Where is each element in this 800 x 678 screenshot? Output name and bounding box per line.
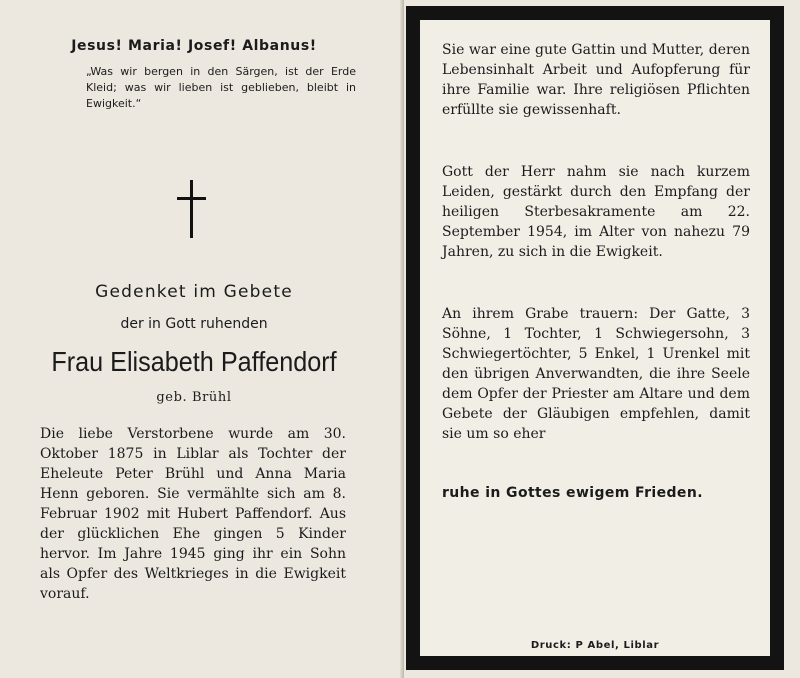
death-paragraph: Gott der Herr nahm sie nach kurzem Leiden, gestärkt durch den Empfang der heiligen Sterbesakramente am 22. September 1954, im Alter von nahezu 79 Jahren, zu sich in die Ewigkeit. bbox=[442, 164, 750, 260]
remembrance-subheading: der in Gott ruhenden bbox=[120, 316, 268, 332]
cross-icon-bar bbox=[177, 197, 206, 200]
motto-heading: Jesus! Maria! Josef! Albanus! bbox=[71, 38, 317, 54]
cross-icon bbox=[190, 180, 193, 238]
biography-paragraph: Die liebe Verstorbene wurde am 30. Oktober 1875 in Liblar als Tochter der Eheleute Peter Brühl und Anna Maria Henn geboren. Sie vermählte sich am 8. Februar 1902 mit Hubert Paffendorf. Aus der glücklichen Ehe gingen 5 Kinder hervor. Im Jahre 1945 ging ihr ein Sohn als Opfer des Weltkrieges in die Ewigkeit vorauf. bbox=[40, 426, 346, 602]
printer-credit: Druck: P Abel, Liblar bbox=[530, 640, 660, 651]
closing-line: ruhe in Gottes ewigem Frieden. bbox=[442, 485, 703, 501]
remembrance-heading: Gedenket im Gebete bbox=[95, 282, 293, 302]
deceased-name: Frau Elisabeth Paffendorf bbox=[51, 346, 337, 377]
character-paragraph: Sie war eine gute Gattin und Mutter, deren Lebensinhalt Arbeit und Aufopferung für ihre Familie war. Ihre religiösen Pflichten erfüllte sie gewissenhaft. bbox=[442, 42, 750, 118]
maiden-name: geb. Brühl bbox=[156, 390, 232, 405]
mourners-paragraph: An ihrem Grabe trauern: Der Gatte, 3 Söhne, 1 Tochter, 1 Schwiegersohn, 3 Schwiegertöchter, 5 Enkel, 1 Urenkel mit den übrigen Anverwandten, die ihre Seele dem Opfer der Priester am Altare und dem Gebete der Gläubigen empfehlen, damit sie um so eher bbox=[442, 306, 750, 442]
memorial-quote: „Was wir bergen in den Särgen, ist der Erde Kleid; was wir lieben ist geblieben, bleibt in Ewigkeit.“ bbox=[86, 65, 356, 110]
